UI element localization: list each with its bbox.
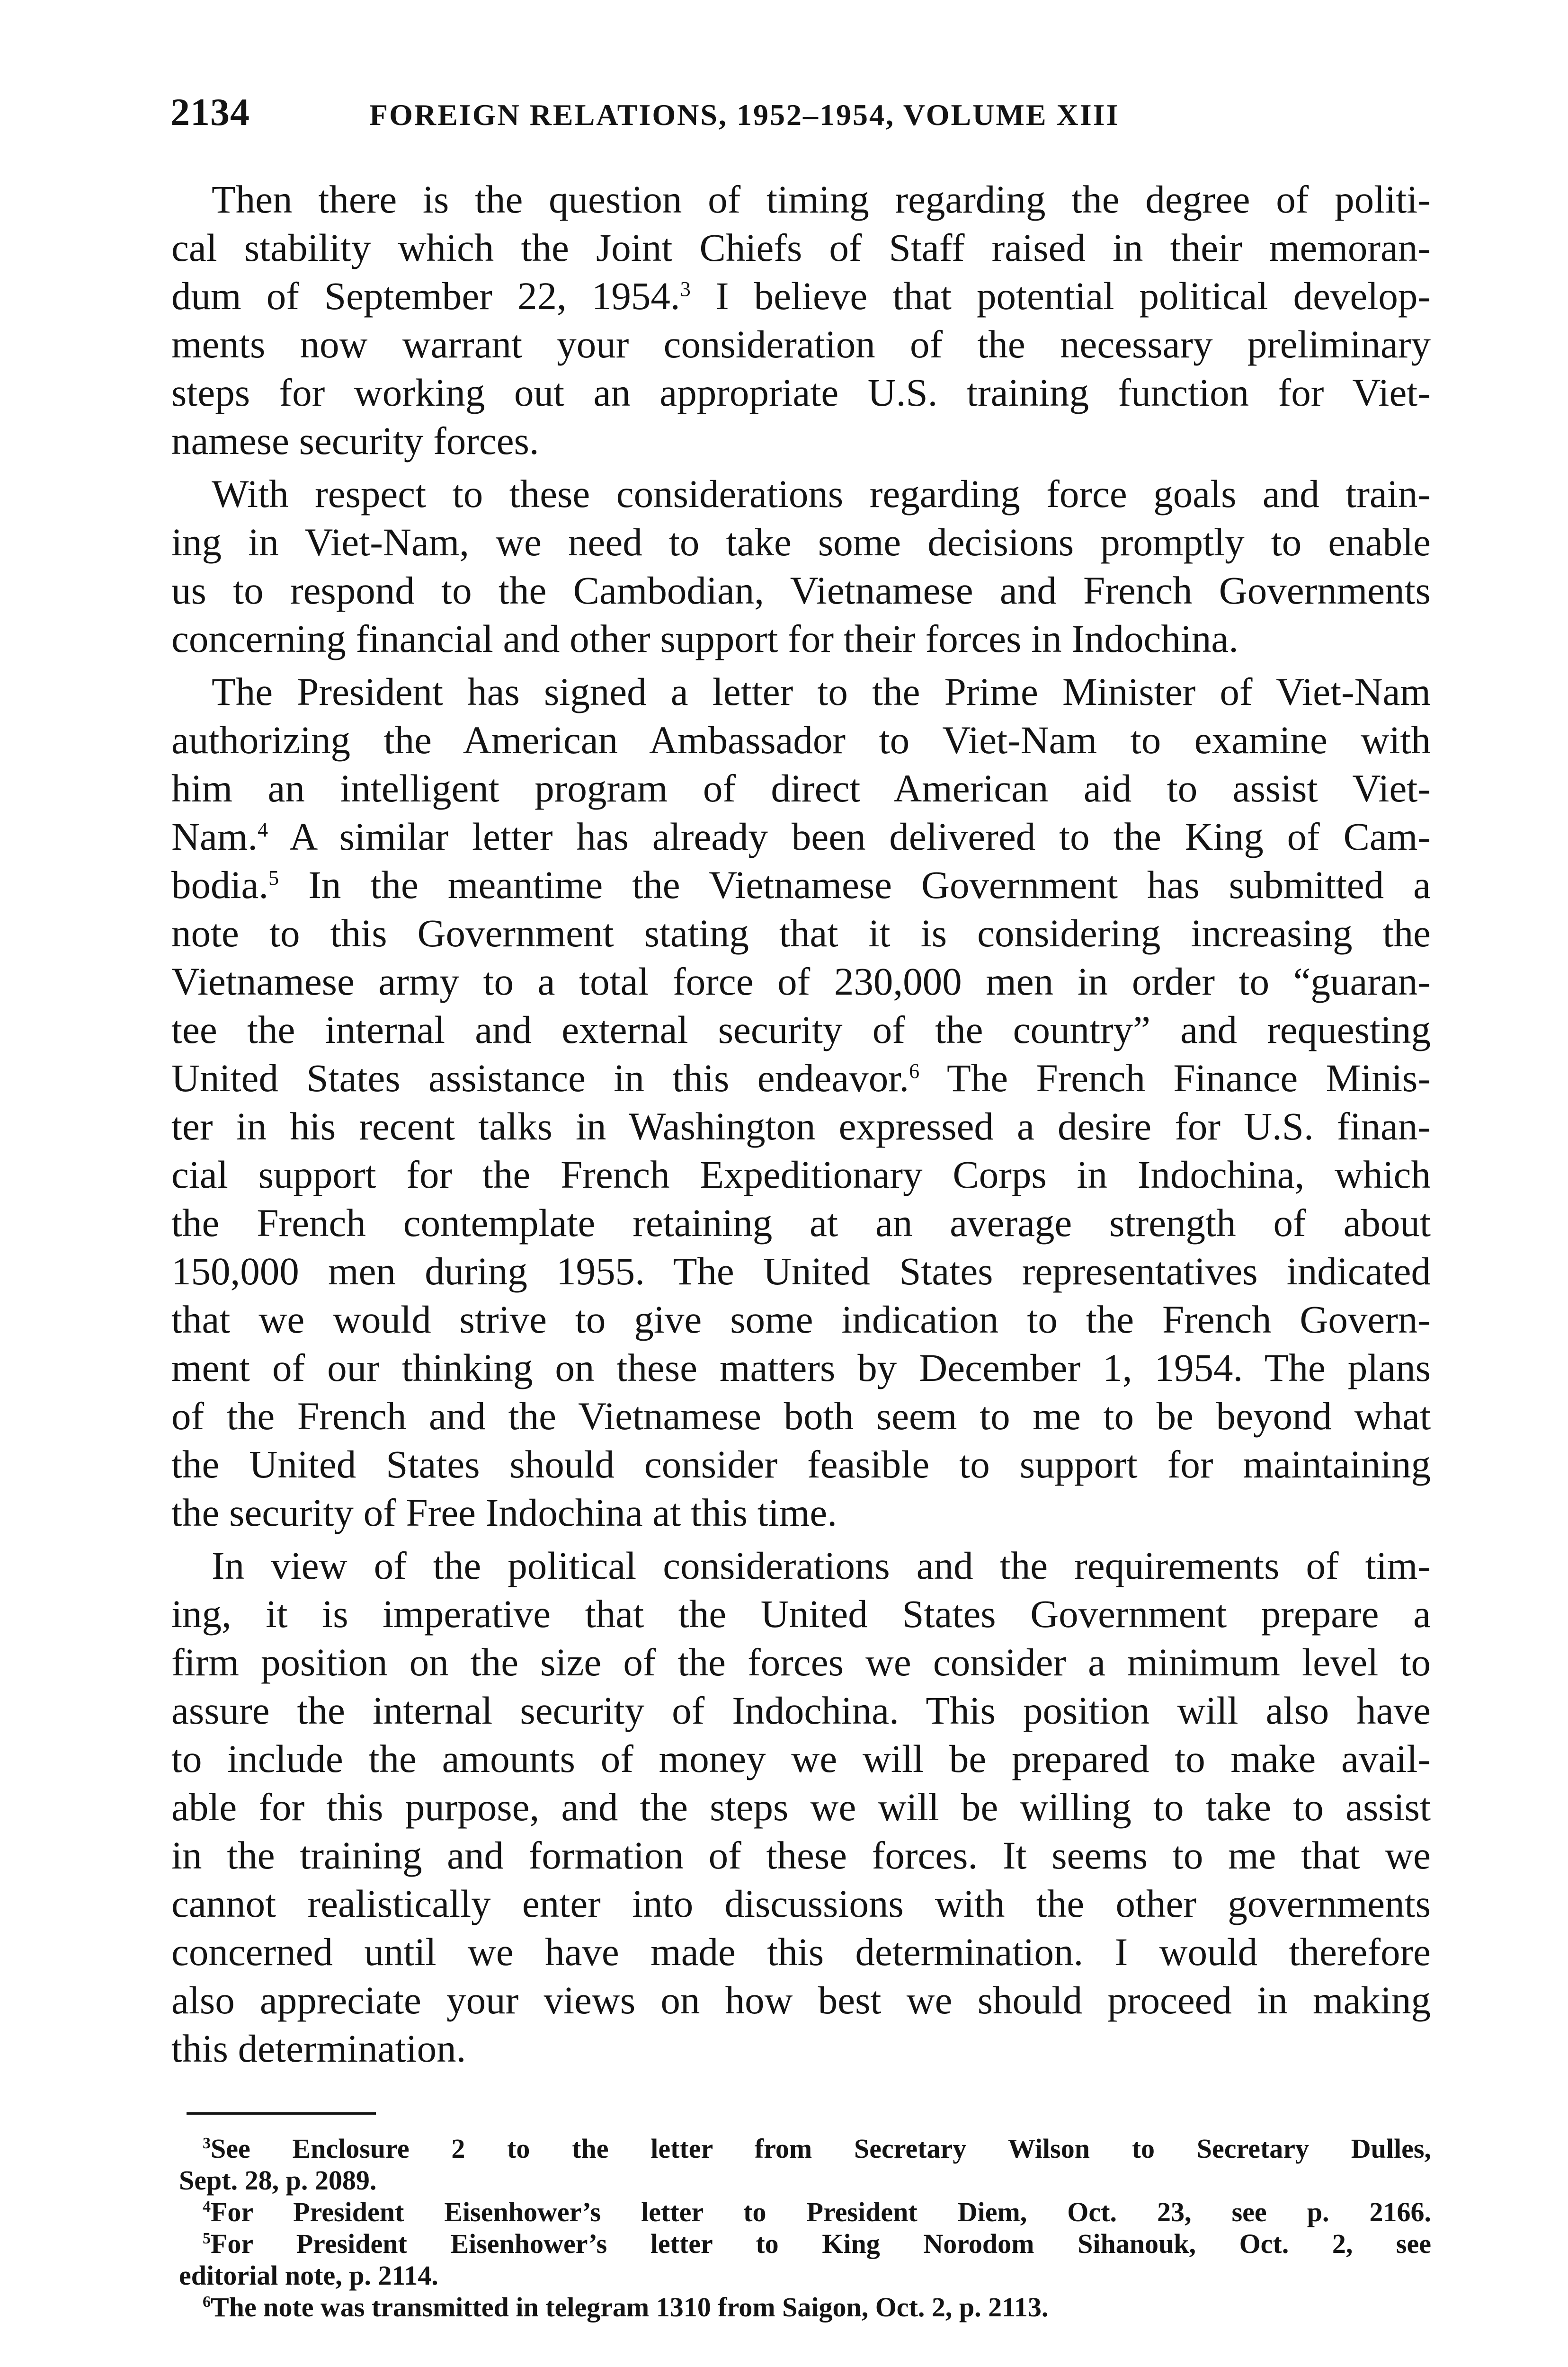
text-line bbox=[171, 272, 1431, 320]
text-line: With respect to these considerations regarding force goals and train- bbox=[212, 472, 1431, 516]
footnote-ref: 4 bbox=[258, 818, 268, 841]
text-line: the United States should consider feasible to support for maintaining bbox=[171, 1442, 1431, 1486]
text-line: In view of the political considerations and the requirements of tim- bbox=[212, 1544, 1431, 1587]
text-line: namese security forces. bbox=[171, 419, 539, 463]
text-line: Vietnamese army to a total force of 230,000 men in order to “guaran- bbox=[171, 960, 1431, 1003]
text-line bbox=[171, 861, 1431, 909]
footnote bbox=[179, 2228, 1431, 2291]
running-head: FOREIGN RELATIONS, 1952–1954, VOLUME XIII bbox=[369, 98, 1120, 132]
paragraph bbox=[171, 667, 1431, 1537]
text-line: steps for working out an appropriate U.S. training function for Viet- bbox=[171, 371, 1431, 414]
text-line: ing, it is imperative that the United States Government prepare a bbox=[171, 1592, 1431, 1636]
footnote-text: For President Eisenhower’s letter to President Diem, Oct. 23, see p. 2166. bbox=[211, 2197, 1431, 2227]
text-segment: bodia. bbox=[171, 863, 269, 907]
text-line: the French contemplate retaining at an average strength of about bbox=[171, 1201, 1431, 1245]
page-number: 2134 bbox=[170, 90, 250, 133]
text-line: assure the internal security of Indochina. This position will also have bbox=[171, 1689, 1431, 1732]
text-line bbox=[171, 812, 1431, 861]
footnote-line: editorial note, p. 2114. bbox=[179, 2260, 438, 2291]
text-line: able for this purpose, and the steps we will be willing to take to assist bbox=[171, 1785, 1431, 1829]
footnote-line bbox=[179, 2291, 1431, 2323]
text-line: concerning financial and other support for their forces in Indochina. bbox=[171, 617, 1239, 660]
footnote bbox=[179, 2133, 1431, 2196]
footnote-mark: 6 bbox=[203, 2293, 211, 2311]
text-line: cal stability which the Joint Chiefs of Staff raised in their memoran- bbox=[171, 226, 1431, 269]
footnote-ref: 6 bbox=[909, 1059, 920, 1083]
text-line: cannot realistically enter into discussions with the other governments bbox=[171, 1882, 1431, 1925]
text-line: ter in his recent talks in Washington expressed a desire for U.S. finan- bbox=[171, 1104, 1431, 1148]
footnote-line bbox=[179, 2196, 1431, 2228]
text-segment: In the meantime the Vietnamese Government has submitted a bbox=[279, 863, 1431, 907]
body-text bbox=[171, 175, 1431, 2073]
text-line: cial support for the French Expeditionary Corps in Indochina, which bbox=[171, 1153, 1431, 1196]
paragraph bbox=[171, 1541, 1431, 2073]
text-line: ments now warrant your consideration of the necessary preliminary bbox=[171, 322, 1431, 366]
text-line: The President has signed a letter to the Prime Minister of Viet-Nam bbox=[212, 670, 1431, 713]
footnote-mark: 4 bbox=[203, 2198, 211, 2216]
footnote-line bbox=[179, 2133, 1431, 2164]
text-line: of the French and the Vietnamese both seem to me to be beyond what bbox=[171, 1394, 1431, 1438]
text-line bbox=[171, 1054, 1431, 1102]
text-line: firm position on the size of the forces we consider a minimum level to bbox=[171, 1640, 1431, 1684]
footnote-line bbox=[179, 2228, 1431, 2260]
text-segment: I believe that potential political develop- bbox=[690, 274, 1431, 318]
text-line: ment of our thinking on these matters by December 1, 1954. The plans bbox=[171, 1346, 1431, 1389]
footnote bbox=[179, 2196, 1431, 2228]
paragraph bbox=[171, 175, 1431, 465]
text-line: to include the amounts of money we will be prepared to make avail- bbox=[171, 1737, 1431, 1780]
footnote-ref: 3 bbox=[680, 277, 691, 301]
text-line: authorizing the American Ambassador to Viet-Nam to examine with bbox=[171, 718, 1431, 762]
text-line: in the training and formation of these forces. It seems to me that we bbox=[171, 1833, 1431, 1877]
text-line: the security of Free Indochina at this time. bbox=[171, 1491, 837, 1534]
text-line: Then there is the question of timing regarding the degree of politi- bbox=[212, 178, 1431, 221]
footnote-ref: 5 bbox=[268, 866, 279, 890]
text-line: ing in Viet-Nam, we need to take some decisions promptly to enable bbox=[171, 520, 1431, 564]
footnote-line: Sept. 28, p. 2089. bbox=[179, 2165, 377, 2196]
paragraph bbox=[171, 470, 1431, 663]
text-line: 150,000 men during 1955. The United States representatives indicated bbox=[171, 1249, 1431, 1293]
footnote-mark: 5 bbox=[203, 2230, 211, 2247]
text-line: him an intelligent program of direct American aid to assist Viet- bbox=[171, 766, 1431, 810]
text-line: tee the internal and external security of the country” and requesting bbox=[171, 1008, 1431, 1051]
text-line: concerned until we have made this determination. I would therefore bbox=[171, 1930, 1431, 1974]
footnote-text: The note was transmitted in telegram 1310 from Saigon, Oct. 2, p. 2113. bbox=[211, 2292, 1049, 2323]
text-line: note to this Government stating that it is considering increasing the bbox=[171, 911, 1431, 955]
footnote-text: See Enclosure 2 to the letter from Secretary Wilson to Secretary Dulles, bbox=[211, 2133, 1431, 2164]
page-header bbox=[170, 90, 1411, 142]
footnote bbox=[179, 2291, 1431, 2323]
text-segment: The French Finance Minis- bbox=[919, 1056, 1431, 1100]
text-segment: Nam. bbox=[171, 815, 258, 858]
footnote-rule bbox=[187, 2112, 376, 2115]
text-segment: dum of September 22, 1954. bbox=[171, 274, 680, 318]
footnote-text: For President Eisenhower’s letter to King Norodom Sihanouk, Oct. 2, see bbox=[211, 2228, 1431, 2259]
text-segment: A similar letter has already been delivered to the King of Cam- bbox=[268, 815, 1431, 858]
text-line: that we would strive to give some indication to the French Govern- bbox=[171, 1298, 1431, 1341]
footnotes bbox=[179, 2133, 1431, 2323]
footnote-mark: 3 bbox=[203, 2135, 211, 2152]
text-line: also appreciate your views on how best we should proceed in making bbox=[171, 1978, 1431, 2022]
text-line: this determination. bbox=[171, 2027, 466, 2070]
text-line: us to respond to the Cambodian, Vietnamese and French Governments bbox=[171, 569, 1431, 612]
text-segment: United States assistance in this endeavor. bbox=[171, 1056, 909, 1100]
